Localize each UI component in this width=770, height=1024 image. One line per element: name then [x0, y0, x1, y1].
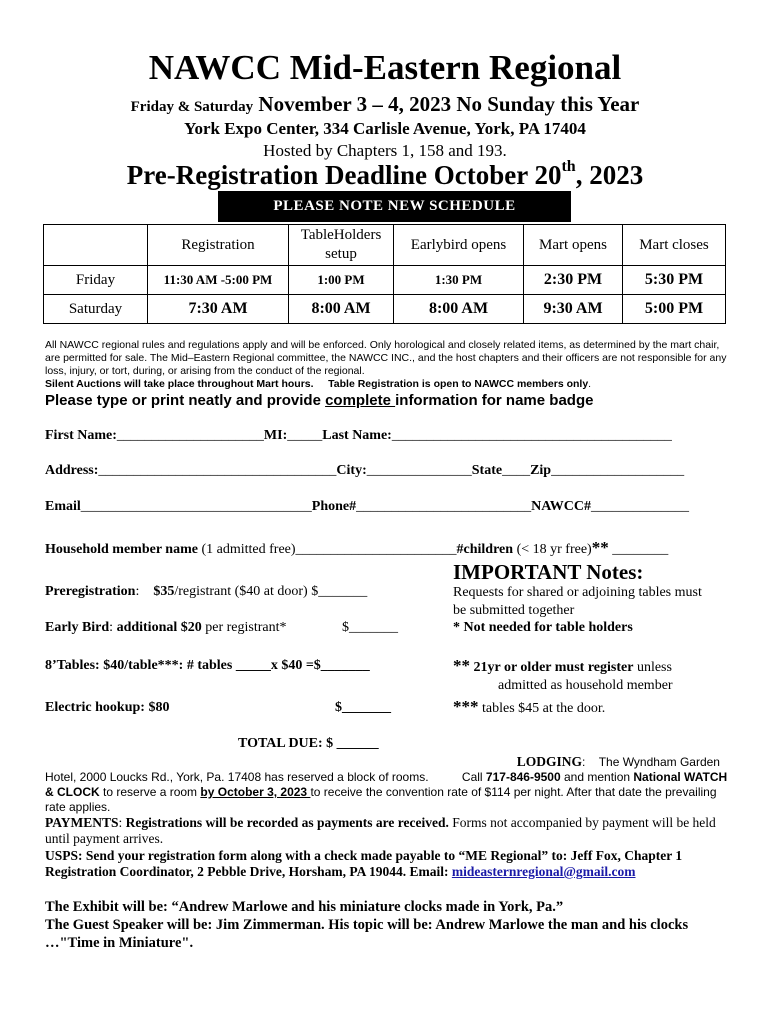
lodging-colon: : — [582, 755, 586, 769]
household-row — [45, 538, 668, 558]
door-price-note — [453, 697, 605, 717]
schedule-header-cell: Registration — [148, 225, 289, 266]
payments-label: PAYMENTS — [45, 815, 119, 830]
household-note: (1 admitted free) — [197, 542, 296, 557]
deadline-year: , 2023 — [575, 160, 644, 190]
age-note-2: admitted as household member — [498, 678, 673, 693]
usps-text: USPS: Send your registration form along with a check made payable to “ME Regional” to: Jeff Fox, Chapter 1 Registration Coordinator, 2 Pebble Drive, Horsham, PA 19044. Email: — [45, 848, 683, 879]
schedule-row-friday — [44, 266, 726, 295]
address-row — [45, 463, 684, 479]
prereg-amount: $35 — [153, 584, 175, 599]
first-name-field[interactable]: _____________________ — [116, 428, 264, 443]
payments-bold: Registrations will be recorded as payments are received. — [122, 815, 449, 830]
event-days: Friday & Saturday — [130, 99, 254, 115]
name-row — [45, 428, 672, 444]
address-label: Address: — [45, 463, 99, 478]
payments-paragraph — [45, 815, 730, 847]
lodging-rate-text: to receive the convention rate of $114 per night. After that date the prevailing rate applies. — [45, 785, 717, 814]
schedule-header-row — [44, 225, 726, 266]
deadline-suffix: th — [561, 158, 576, 175]
nawcc-label: NAWCC# — [531, 499, 592, 514]
schedule-header-cell: Earlybird opens — [394, 225, 524, 266]
early-bird-field[interactable]: $_______ — [342, 620, 398, 635]
registration-deadline — [0, 160, 770, 191]
prereg-label: Preregistration — [45, 584, 136, 599]
early-bird-amount: additional $20 — [116, 620, 202, 635]
phone-field[interactable]: _________________________ — [356, 499, 532, 514]
schedule-cell: 2:30 PM — [524, 266, 623, 295]
mi-label: MI: — [263, 428, 288, 443]
early-bird-row — [45, 620, 287, 636]
children-label: #children — [456, 542, 514, 557]
rules-text: All NAWCC regional rules and regulations apply and will be enforced. Only horological and closely related items, as determined by the mart chair, are permitted for sale. The Mid–Eastern Regional committee, the NAWCC INC., and the host chapters and their officers are not responsible for any loss, injury, or tort, during, or arising from the conduct of the regional. — [45, 339, 727, 377]
reserve-by-date: by October 3, 2023 — [200, 785, 311, 799]
age-stars: ** — [453, 656, 470, 675]
tables-row[interactable]: 8’Tables: $40/table***: # tables _____x $40 =$_______ — [45, 658, 370, 673]
lodging-paragraph — [45, 754, 730, 815]
lodging-header-line — [45, 754, 730, 770]
prereg-colon: : — [135, 584, 140, 599]
silent-auction-note: Silent Auctions will take place throughout Mart hours. — [45, 378, 314, 390]
household-label: Household member name — [45, 542, 198, 557]
state-label: State — [471, 463, 503, 478]
rules-paragraph — [45, 339, 730, 391]
shared-tables-note-2: be submitted together — [453, 603, 575, 618]
payments-colon: : — [118, 815, 123, 830]
payments-rest: Forms not accompanied by payment will be held until payment arrives. — [45, 815, 716, 846]
schedule-day: Friday — [44, 266, 148, 295]
badge-text-post: information for name badge — [395, 392, 594, 409]
city-label: City: — [336, 463, 367, 478]
event-hosts: Hosted by Chapters 1, 158 and 193. — [263, 141, 507, 160]
children-note: (< 18 yr free) — [513, 542, 592, 557]
children-stars: ** — [591, 538, 609, 557]
page-title: NAWCC Mid-Eastern Regional — [148, 48, 622, 87]
schedule-cell: 9:30 AM — [524, 295, 623, 324]
schedule-header-cell: Mart closes — [623, 225, 726, 266]
exhibit-line: The Exhibit will be: “Andrew Marlowe and his miniature clocks made in York, Pa.” — [45, 899, 564, 915]
schedule-row-saturday — [44, 295, 726, 324]
schedule-cell: 8:00 AM — [289, 295, 394, 324]
shared-tables-note-1: Requests for shared or adjoining tables must — [453, 585, 702, 600]
badge-text-underlined: complete — [325, 392, 396, 409]
last-name-label: Last Name: — [322, 428, 392, 443]
usps-paragraph — [45, 848, 730, 880]
schedule-day: Saturday — [44, 295, 148, 324]
hotel-phone: 717-846-9500 — [485, 770, 561, 784]
last-name-field[interactable]: ________________________________________ — [391, 428, 672, 443]
schedule-header-cell: TableHolders setup — [289, 225, 394, 266]
badge-instructions — [45, 392, 593, 409]
mi-field[interactable]: _____ — [287, 428, 323, 443]
door-stars: *** — [453, 697, 479, 716]
preregistration-row — [45, 584, 367, 600]
children-field[interactable]: ________ — [608, 542, 669, 557]
early-bird-text: per registrant* — [201, 620, 287, 635]
early-bird-label: Early Bird — [45, 620, 110, 635]
email-field[interactable]: _________________________________ — [80, 499, 312, 514]
age-note — [453, 656, 672, 676]
email-label: Email — [45, 499, 81, 514]
first-name-label: First Name: — [45, 428, 117, 443]
lodging-label: LODGING — [516, 754, 582, 769]
group-code: National WATCH & CLOCK — [45, 770, 728, 799]
schedule-header-cell: Mart opens — [524, 225, 623, 266]
reserve-text: to reserve a room — [99, 785, 201, 799]
event-venue: York Expo Center, 334 Carlisle Avenue, York, PA 17404 — [184, 119, 586, 138]
schedule-cell: 1:30 PM — [394, 266, 524, 295]
registration-email-link[interactable]: mideasternregional@gmail.com — [451, 864, 636, 879]
schedule-header-cell — [44, 225, 148, 266]
rules-period: . — [588, 378, 592, 390]
address-field[interactable]: __________________________________ — [98, 463, 337, 478]
zip-label: Zip — [530, 463, 552, 478]
hotel-details: Hotel, 2000 Loucks Rd., York, Pa. 17408 has reserved a block of rooms. — [45, 770, 429, 784]
zip-field[interactable]: ___________________ — [551, 463, 685, 478]
electric-field[interactable]: $_______ — [335, 700, 391, 715]
exhibit-paragraph — [45, 898, 735, 952]
state-field[interactable]: ____ — [502, 463, 531, 478]
hotel-name: The Wyndham Garden — [598, 755, 720, 769]
important-notes-title: IMPORTANT Notes: — [453, 560, 644, 584]
city-field[interactable]: _______________ — [366, 463, 472, 478]
prereg-field[interactable]: /registrant ($40 at door) $_______ — [174, 584, 368, 599]
schedule-cell: 5:30 PM — [623, 266, 726, 295]
early-bird-note: * Not needed for table holders — [453, 620, 633, 635]
contact-row — [45, 499, 689, 515]
call-text: Call — [461, 770, 486, 784]
phone-label: Phone# — [311, 499, 357, 514]
table-registration-note: Table Registration is open to NAWCC members only — [328, 378, 589, 390]
age-note-rest: unless — [633, 660, 672, 675]
schedule-table — [43, 224, 726, 324]
age-note-bold: 21yr or older must register — [470, 660, 634, 675]
schedule-cell: 8:00 AM — [394, 295, 524, 324]
household-field[interactable]: _______________________ — [295, 542, 457, 557]
schedule-cell: 5:00 PM — [623, 295, 726, 324]
schedule-cell: 7:30 AM — [148, 295, 289, 324]
schedule-cell: 1:00 PM — [289, 266, 394, 295]
door-note-text: tables $45 at the door. — [478, 701, 606, 716]
total-due[interactable]: TOTAL DUE: $ ______ — [238, 736, 379, 751]
deadline-text: Pre-Registration Deadline October 20 — [126, 160, 562, 190]
electric-label: Electric hookup: $80 — [45, 700, 170, 715]
badge-text-pre: Please type or print neatly and provide — [45, 392, 326, 409]
event-date-range: November 3 – 4, 2023 No Sunday this Year — [258, 92, 640, 116]
schedule-notice-banner: PLEASE NOTE NEW SCHEDULE — [218, 191, 571, 222]
mention-text: and mention — [560, 770, 634, 784]
guest-speaker-line: The Guest Speaker will be: Jim Zimmerman. His topic will be: Andrew Marlowe the man and his clocks …"Time in Miniature". — [45, 917, 689, 951]
event-dates — [0, 92, 770, 117]
nawcc-field[interactable]: ______________ — [591, 499, 690, 514]
schedule-cell: 11:30 AM -5:00 PM — [148, 266, 289, 295]
early-bird-colon: : — [109, 620, 117, 635]
